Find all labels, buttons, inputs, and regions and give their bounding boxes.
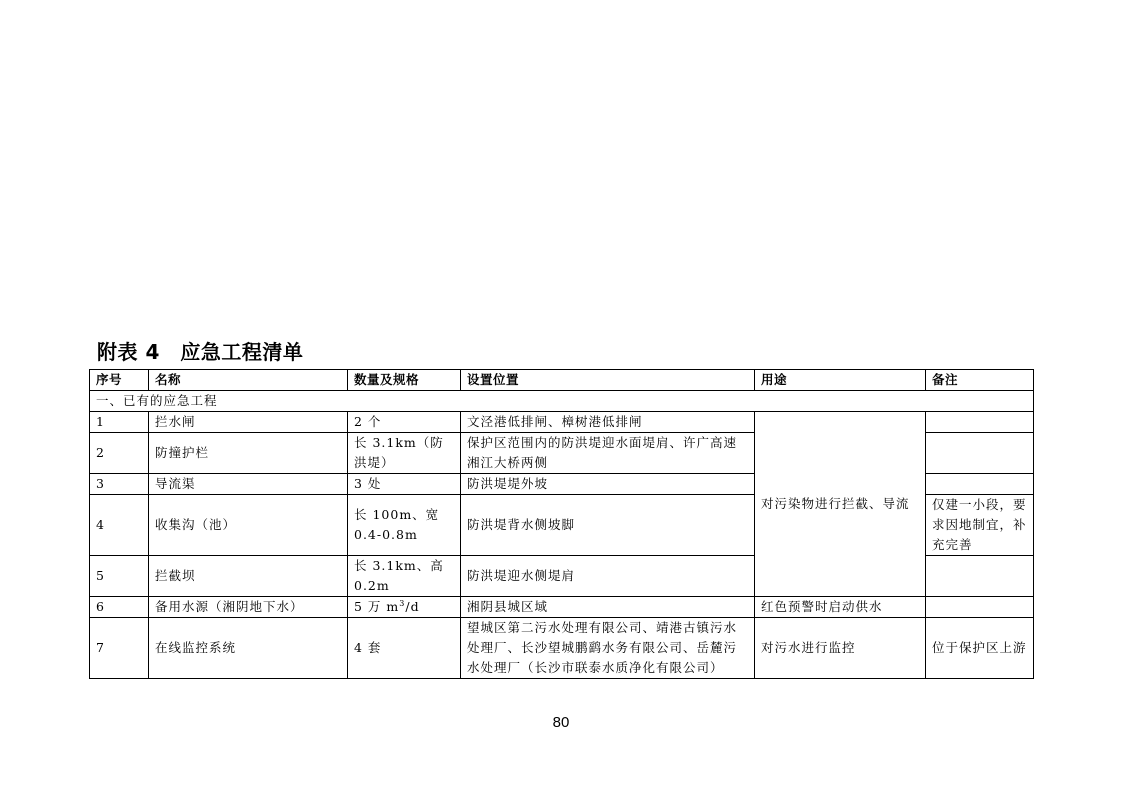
page-number: 80 — [552, 714, 570, 731]
cell-no: 2 — [90, 433, 149, 474]
cell-location: 防洪堤迎水侧堤肩 — [461, 556, 755, 597]
cell-use-merged: 对污染物进行拦截、导流 — [755, 412, 926, 597]
header-note: 备注 — [926, 370, 1034, 391]
cell-spec: 长 3.1km（防洪堤） — [348, 433, 461, 474]
cell-spec: 4 套 — [348, 618, 461, 679]
page-title: 附表 4 应急工程清单 — [97, 340, 304, 364]
cell-note — [926, 474, 1034, 495]
cell-no: 3 — [90, 474, 149, 495]
table-header-row — [90, 370, 1034, 391]
cell-note — [926, 556, 1034, 597]
cell-note — [926, 433, 1034, 474]
header-location: 设置位置 — [461, 370, 755, 391]
cell-spec: 3 处 — [348, 474, 461, 495]
cell-location: 望城区第二污水处理有限公司、靖港古镇污水处理厂、长沙望城鹏鹞水务有限公司、岳麓污水处理厂（长沙市联泰水质净化有限公司） — [461, 618, 755, 679]
spec-prefix: 5 万 m — [354, 599, 400, 614]
section-row — [90, 391, 1034, 412]
cell-note — [926, 597, 1034, 618]
cell-no: 6 — [90, 597, 149, 618]
cell-spec: 长 100m、宽 0.4-0.8m — [348, 495, 461, 556]
cell-name: 防撞护栏 — [149, 433, 348, 474]
cell-name: 拦水闸 — [149, 412, 348, 433]
cell-use: 红色预警时启动供水 — [755, 597, 926, 618]
cell-no: 4 — [90, 495, 149, 556]
header-use: 用途 — [755, 370, 926, 391]
cell-name: 拦截坝 — [149, 556, 348, 597]
cell-spec — [348, 597, 461, 618]
cell-name: 导流渠 — [149, 474, 348, 495]
cell-note: 位于保护区上游 — [926, 618, 1034, 679]
cell-name: 收集沟（池） — [149, 495, 348, 556]
cell-location: 防洪堤堤外坡 — [461, 474, 755, 495]
section-title: 一、已有的应急工程 — [90, 391, 1034, 412]
cell-note — [926, 412, 1034, 433]
cell-name: 备用水源（湘阴地下水） — [149, 597, 348, 618]
cell-location: 防洪堤背水侧坡脚 — [461, 495, 755, 556]
cell-no: 5 — [90, 556, 149, 597]
cell-no: 1 — [90, 412, 149, 433]
cell-spec: 2 个 — [348, 412, 461, 433]
emergency-works-table — [89, 369, 1034, 679]
cell-spec: 长 3.1km、高 0.2m — [348, 556, 461, 597]
cell-use: 对污水进行监控 — [755, 618, 926, 679]
cell-name: 在线监控系统 — [149, 618, 348, 679]
cell-no: 7 — [90, 618, 149, 679]
spec-suffix: /d — [405, 599, 420, 614]
header-spec: 数量及规格 — [348, 370, 461, 391]
spec-superscript: 3 — [399, 598, 406, 608]
cell-location: 文泾港低排闸、樟树港低排闸 — [461, 412, 755, 433]
header-name: 名称 — [149, 370, 348, 391]
cell-location: 保护区范围内的防洪堤迎水面堤肩、许广高速湘江大桥两侧 — [461, 433, 755, 474]
table-row — [90, 412, 1034, 433]
table-row — [90, 618, 1034, 679]
cell-note: 仅建一小段，要求因地制宜，补充完善 — [926, 495, 1034, 556]
table-row — [90, 597, 1034, 618]
header-no: 序号 — [90, 370, 149, 391]
cell-location: 湘阴县城区域 — [461, 597, 755, 618]
